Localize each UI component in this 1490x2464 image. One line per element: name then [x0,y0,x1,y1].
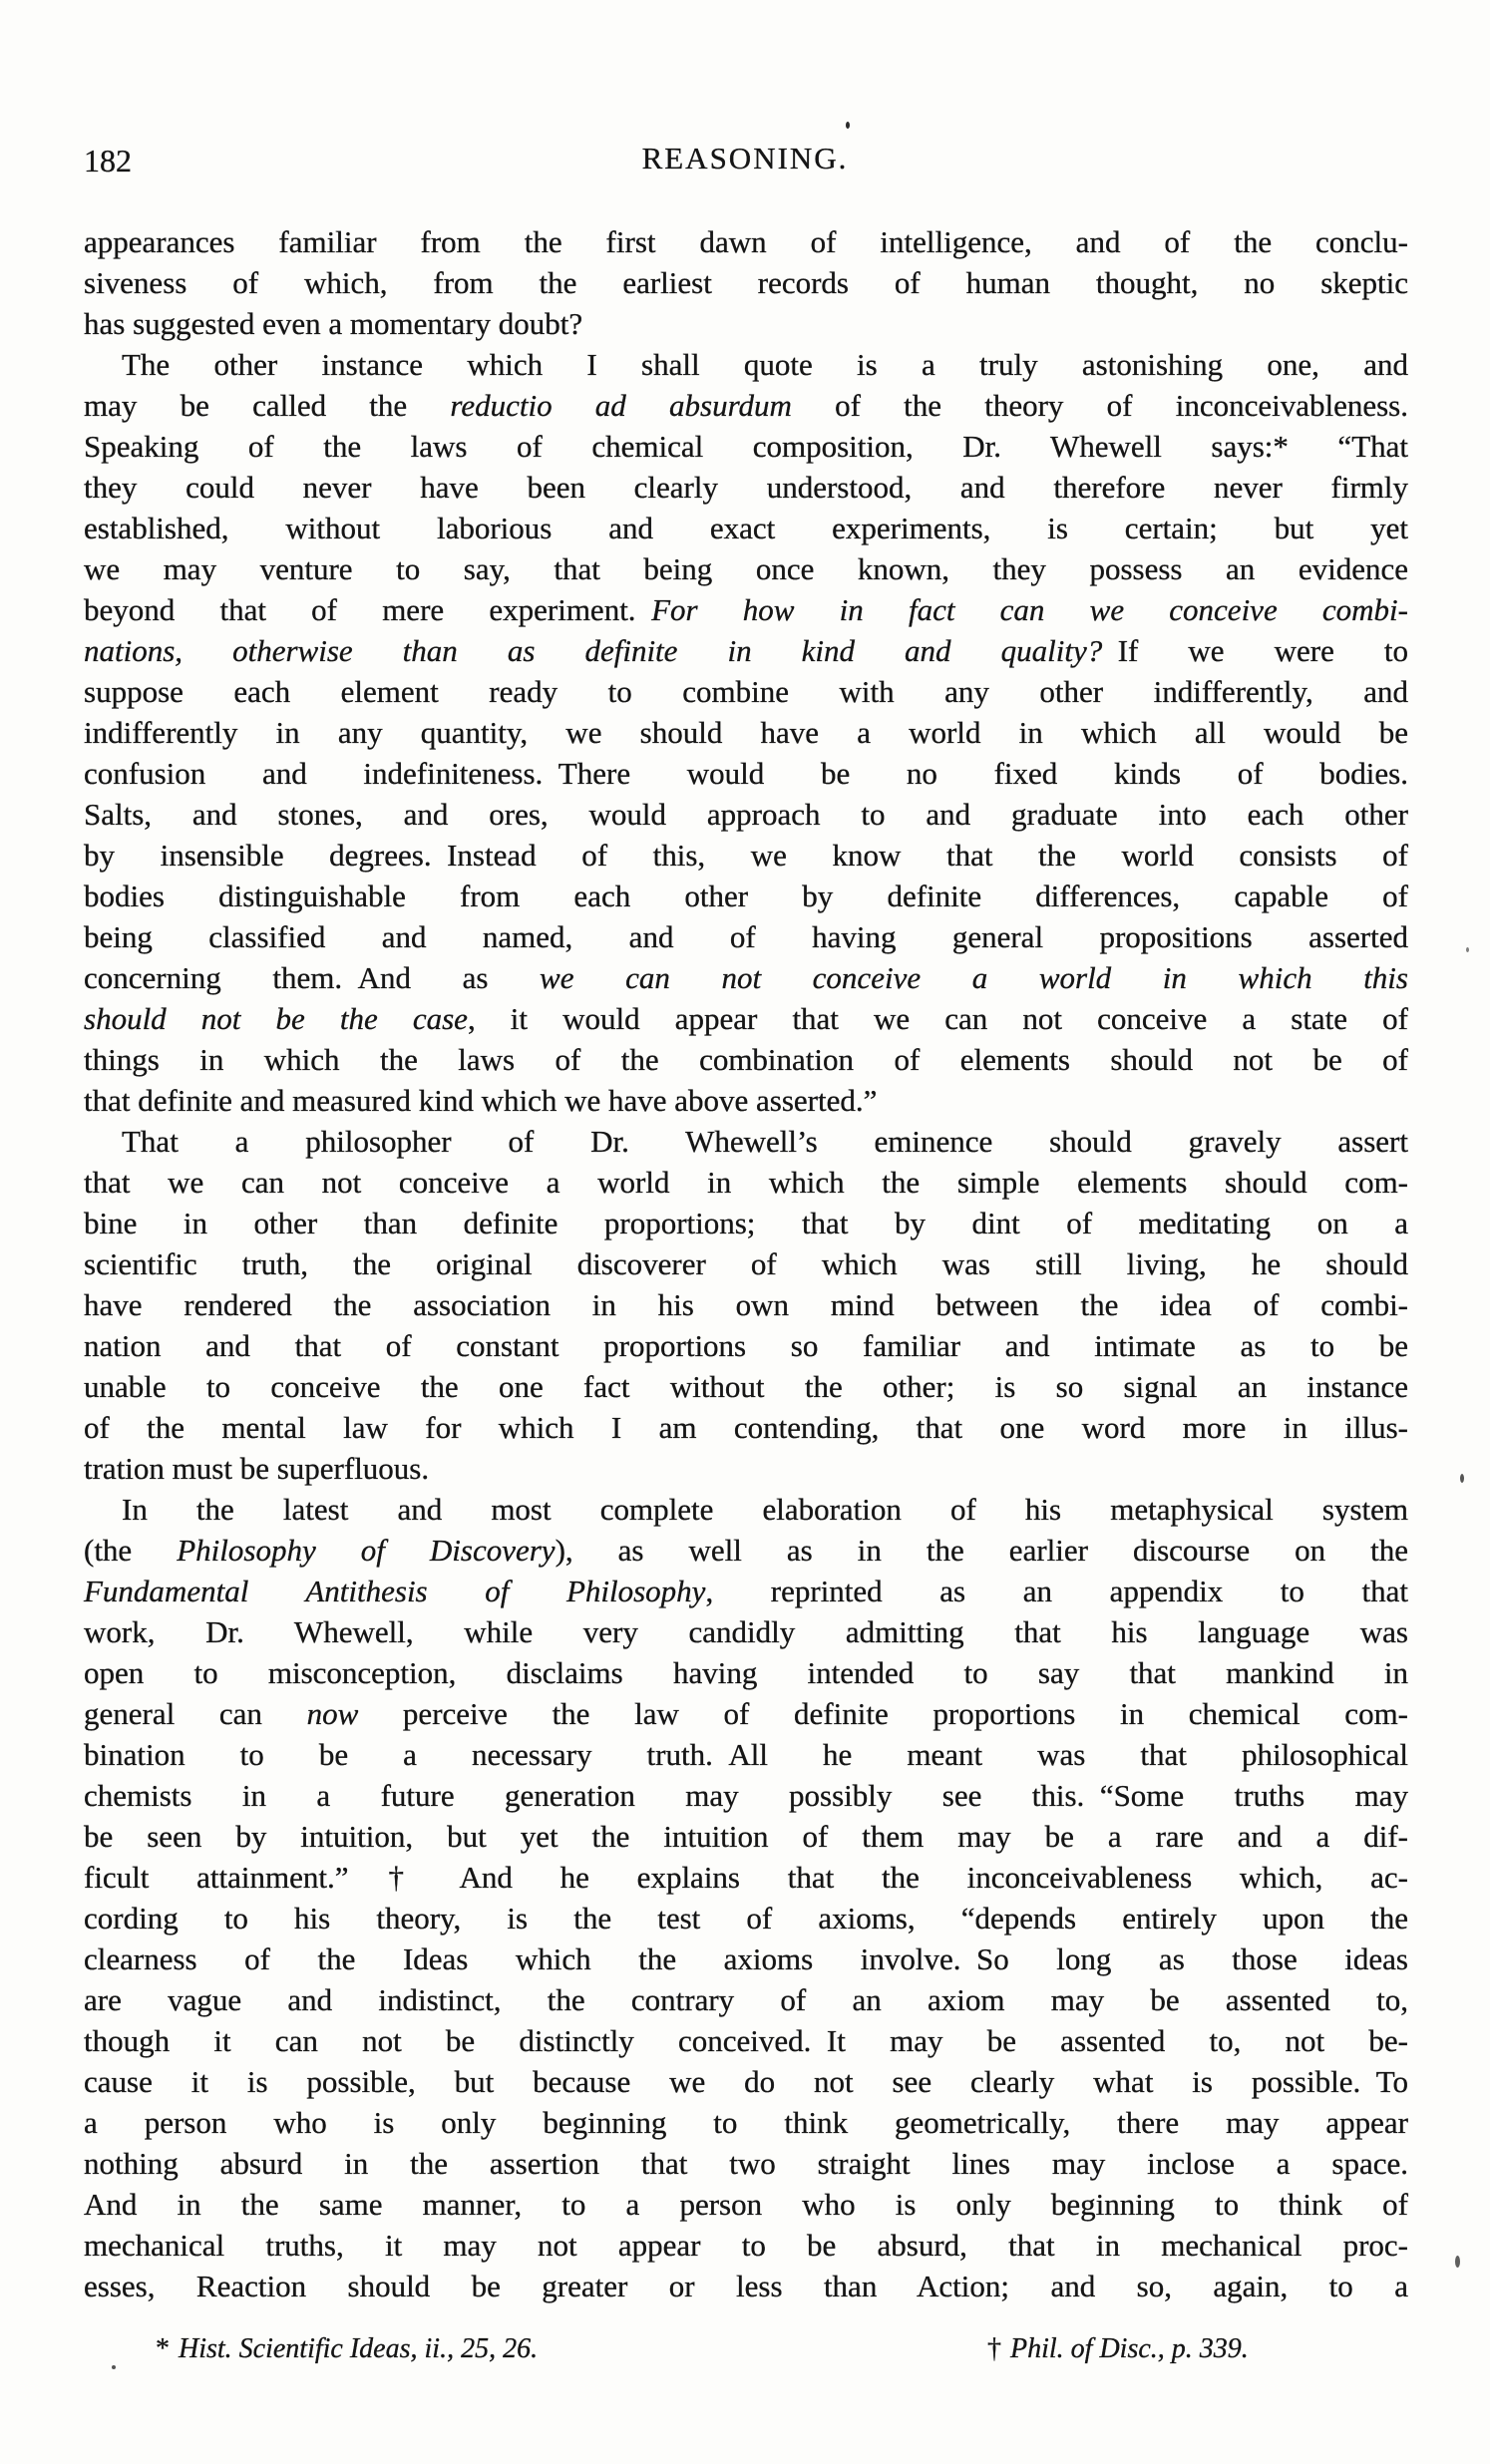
footnote-right-text: Phil. of Disc., p. 339. [1010,2333,1249,2364]
text-line: established, without laborious and exact experiments, is certain; but yet [84,511,1408,545]
text-line: may be called the reductio ad absurdum of the theory of inconceivableness. [84,388,1408,423]
text-line: a person who is only beginning to think geometrically, there may appear [84,2105,1408,2140]
text-line: confusion and indefiniteness. There would be no fixed kinds of bodies. [84,756,1408,791]
text-line: by insensible degrees. Instead of this, we know that the world consists of [84,838,1408,873]
scan-speck [1466,947,1469,952]
text-line: are vague and indistinct, the contrary of an axiom may be assented to, [84,1982,1408,2017]
text-line: we may venture to say, that being once known, they possess an evidence [84,551,1408,586]
text-line: that we can not conceive a world in which the simple elements should com- [84,1165,1408,1200]
text-line: esses, Reaction should be greater or less than Action; and so, again, to a [84,2269,1408,2303]
text-line: bodies distinguishable from each other by definite differences, capable of [84,879,1408,913]
text-line: clearness of the Ideas which the axioms involve. So long as those ideas [84,1941,1408,1976]
text-line: nation and that of constant proportions so familiar and intimate as to be [84,1328,1408,1363]
text-line: cording to his theory, is the test of axioms, “depends entirely upon the [84,1901,1408,1936]
footnote-left [156,2331,538,2367]
text-line: tration must be superfluous. [84,1451,430,1486]
scan-speck [846,122,850,129]
text-line: mechanical truths, it may not appear to be absurd, that in mechanical proc- [84,2228,1408,2263]
text-line: Speaking of the laws of chemical composition, Dr. Whewell says:* “That [84,429,1408,464]
text-line: general can now perceive the law of definite proportions in chemical com- [84,1696,1409,1731]
text-line: things in which the laws of the combination of elements should not be of [84,1042,1408,1077]
footnotes [84,2331,1408,2371]
text-line: concerning them. And as we can not conceive a world in which this [84,960,1408,995]
text-line: unable to conceive the one fact without the other; is so signal an instance [84,1369,1408,1404]
text-line: has suggested even a momentary doubt? [84,306,583,341]
text-line: chemists in a future generation may possibly see this. “Some truths may [84,1778,1408,1813]
text-line: The other instance which I shall quote is a truly astonishing one, and [122,347,1408,382]
text-line: though it can not be distinctly conceived. It may be assented to, not be- [84,2023,1408,2058]
scan-speck [1455,2256,1460,2268]
text-line: bine in other than definite proportions; that by dint of meditating on a [84,1206,1408,1240]
text-line: appearances familiar from the first dawn of intelligence, and of the conclu- [84,224,1408,259]
text-line: they could never have been clearly understood, and therefore never firmly [84,470,1408,505]
text-line: that definite and measured kind which we have above asserted.” [84,1083,878,1118]
footnote-right [987,2331,1249,2367]
text-line: In the latest and most complete elaboration of his metaphysical system [122,1492,1408,1527]
text-line: cause it is possible, but because we do not see clearly what is possible. To [84,2064,1408,2099]
text-line: siveness of which, from the earliest records of human thought, no skeptic [84,265,1408,300]
text-line: That a philosopher of Dr. Whewell’s eminence should gravely assert [122,1124,1408,1159]
text-line: indifferently in any quantity, we should have a world in which all would be [84,715,1408,750]
text-line: open to misconception, disclaims having intended to say that mankind in [84,1655,1408,1690]
text-line: bination to be a necessary truth. All he meant was that philosophical [84,1737,1408,1772]
scan-speck [1460,1474,1464,1483]
text-line: be seen by intuition, but yet the intuition of them may be a rare and a dif- [84,1819,1408,1854]
text-line: nations, otherwise than as definite in kind and quality? If we were to [84,633,1408,668]
footnote-dagger-marker: † [987,2333,1001,2364]
text-line: suppose each element ready to combine with any other indifferently, and [84,674,1408,709]
text-line: beyond that of mere experiment. For how in fact can we conceive combi- [84,592,1408,627]
page-body [84,221,1408,2306]
text-line: nothing absurd in the assertion that two straight lines may inclose a space. [84,2146,1408,2181]
text-line: And in the same manner, to a person who is only beginning to think of [84,2187,1408,2222]
footnote-left-text: Hist. Scientific Ideas, ii., 25, 26. [179,2333,539,2364]
text-line: Fundamental Antithesis of Philosophy, reprinted as an appendix to that [84,1574,1409,1608]
text-line: (the Philosophy of Discovery), as well as in the earlier discourse on the [84,1533,1409,1568]
text-line: ficult attainment.”† And he explains that the inconceivableness which, ac- [84,1860,1408,1895]
page-number: 182 [84,143,132,178]
text-line: Salts, and stones, and ores, would approach to and graduate into each other [84,797,1408,832]
footnote-asterisk-marker: * [156,2333,170,2364]
scan-speck [112,2365,116,2369]
text-line: being classified and named, and of having general propositions asserted [84,919,1408,954]
text-line: work, Dr. Whewell, while very candidly admitting that his language was [84,1614,1408,1649]
running-head: REASONING. [641,141,849,176]
text-line: have rendered the association in his own mind between the idea of combi- [84,1287,1408,1322]
text-line: should not be the case, it would appear that we can not conceive a state of [84,1001,1408,1036]
text-line: of the mental law for which I am contending, that one word more in illus- [84,1410,1408,1445]
text-line: scientific truth, the original discoverer of which was still living, he should [84,1246,1408,1281]
